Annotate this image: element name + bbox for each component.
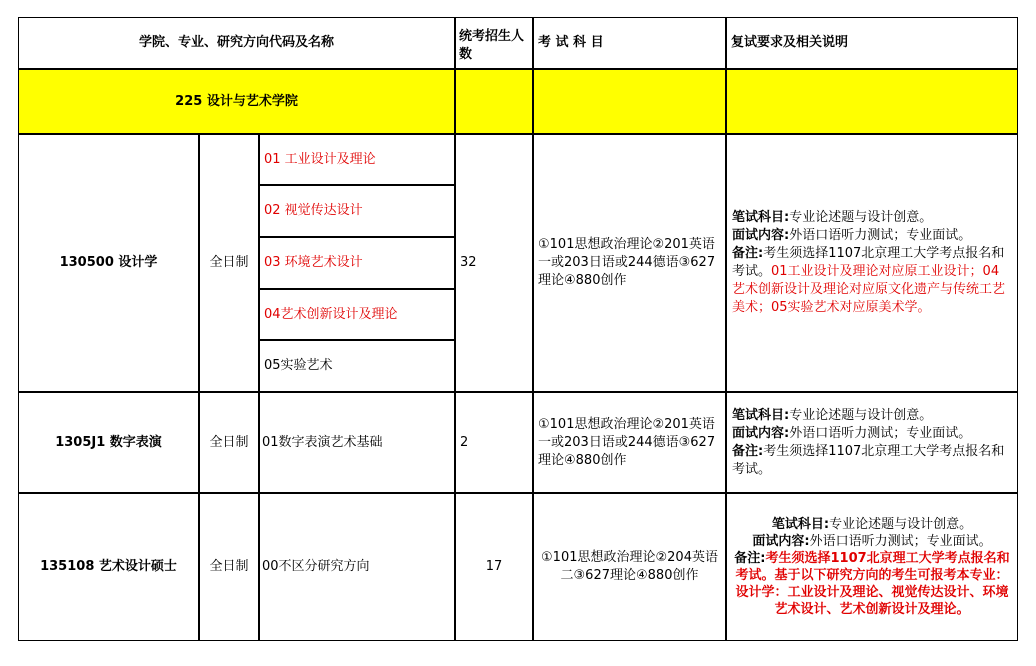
interview-label: 面试内容: (732, 228, 790, 243)
notes-text (727, 405, 1017, 481)
notes-text (727, 207, 1017, 319)
major-name: 135108 艺术设计硕士 (18, 493, 199, 641)
study-mode: 全日制 (199, 493, 259, 641)
interview-label: 面试内容: (732, 425, 790, 441)
exam-subjects-text: ①101思想政治理论②201英语一或203日语或244德语③627理论④880创作 (538, 416, 716, 468)
header-college-major: 学院、专业、研究方向代码及名称 (18, 17, 455, 69)
major-name: 130500 设计学 (18, 134, 199, 392)
header-notes: 复试要求及相关说明 (726, 17, 1018, 69)
notes-text (727, 514, 1017, 620)
enroll-count: 2 (455, 392, 533, 493)
direction-item: 02 视觉传达设计 (259, 185, 455, 237)
remark-text: 考生须选择1107北京理工大学考点报名和考试。 (732, 443, 1005, 477)
direction-item: 01数字表演艺术基础 (259, 392, 455, 493)
interview-text: 外语口语听力测试；专业面试。 (789, 425, 972, 441)
study-mode: 全日制 (199, 392, 259, 493)
remark-red-text: 考生须选择1107北京理工大学考点报名和考试。基于以下研究方向的考生可报考本专业：设计学：工业设计及理论、视觉传达设计、环境艺术设计、艺术创新设计及理论。 (735, 551, 1010, 617)
remark-label: 备注: (732, 246, 764, 261)
college-notes-empty (726, 69, 1018, 134)
notes-cell (726, 493, 1018, 641)
major-name: 1305J1 数字表演 (18, 392, 199, 493)
college-enroll-empty (455, 69, 533, 134)
interview-text: 外语口语听力测试；专业面试。 (809, 534, 992, 549)
exam-subjects (533, 392, 726, 493)
exam-subjects (533, 134, 726, 392)
interview-label: 面试内容: (752, 534, 810, 549)
header-exam: 考 试 科 目 (533, 17, 726, 69)
exam-subjects (533, 493, 726, 641)
enroll-count: 32 (455, 134, 533, 392)
direction-item: 04艺术创新设计及理论 (259, 289, 455, 340)
direction-item: 03 环境艺术设计 (259, 237, 455, 289)
direction-item: 00不区分研究方向 (259, 493, 455, 641)
header-enroll: 统考招生人数 (455, 17, 533, 69)
written-label: 笔试科目: (732, 210, 790, 225)
direction-item: 05实验艺术 (259, 340, 455, 392)
college-title: 225 设计与艺术学院 (18, 69, 455, 134)
notes-cell (726, 392, 1018, 493)
written-label: 笔试科目: (771, 517, 830, 532)
written-label: 笔试科目: (732, 407, 790, 423)
remark-red-text: 01工业设计及理论对应原工业设计；04艺术创新设计及理论对应原文化遗产与传统工艺美术；05实验艺术对应原美术学。 (732, 264, 1006, 315)
remark-text: 考生须选择1107北京理工大学考点报名和考试。 (732, 246, 1005, 279)
written-text: 专业论述题与设计创意。 (789, 210, 933, 225)
remark-label: 备注: (734, 551, 766, 566)
interview-text: 外语口语听力测试；专业面试。 (789, 228, 972, 243)
college-exam-empty (533, 69, 726, 134)
study-mode: 全日制 (199, 134, 259, 392)
exam-subjects-text: ①101思想政治理论②201英语一或203日语或244德语③627理论④880创作 (538, 237, 716, 288)
written-text: 专业论述题与设计创意。 (829, 517, 973, 532)
direction-item: 01 工业设计及理论 (259, 134, 455, 185)
notes-cell (726, 134, 1018, 392)
remark-label: 备注: (732, 443, 764, 459)
exam-subjects-text: ①101思想政治理论②204英语二③627理论④880创作 (541, 550, 718, 583)
enroll-count: 17 (455, 493, 533, 641)
written-text: 专业论述题与设计创意。 (789, 407, 933, 423)
